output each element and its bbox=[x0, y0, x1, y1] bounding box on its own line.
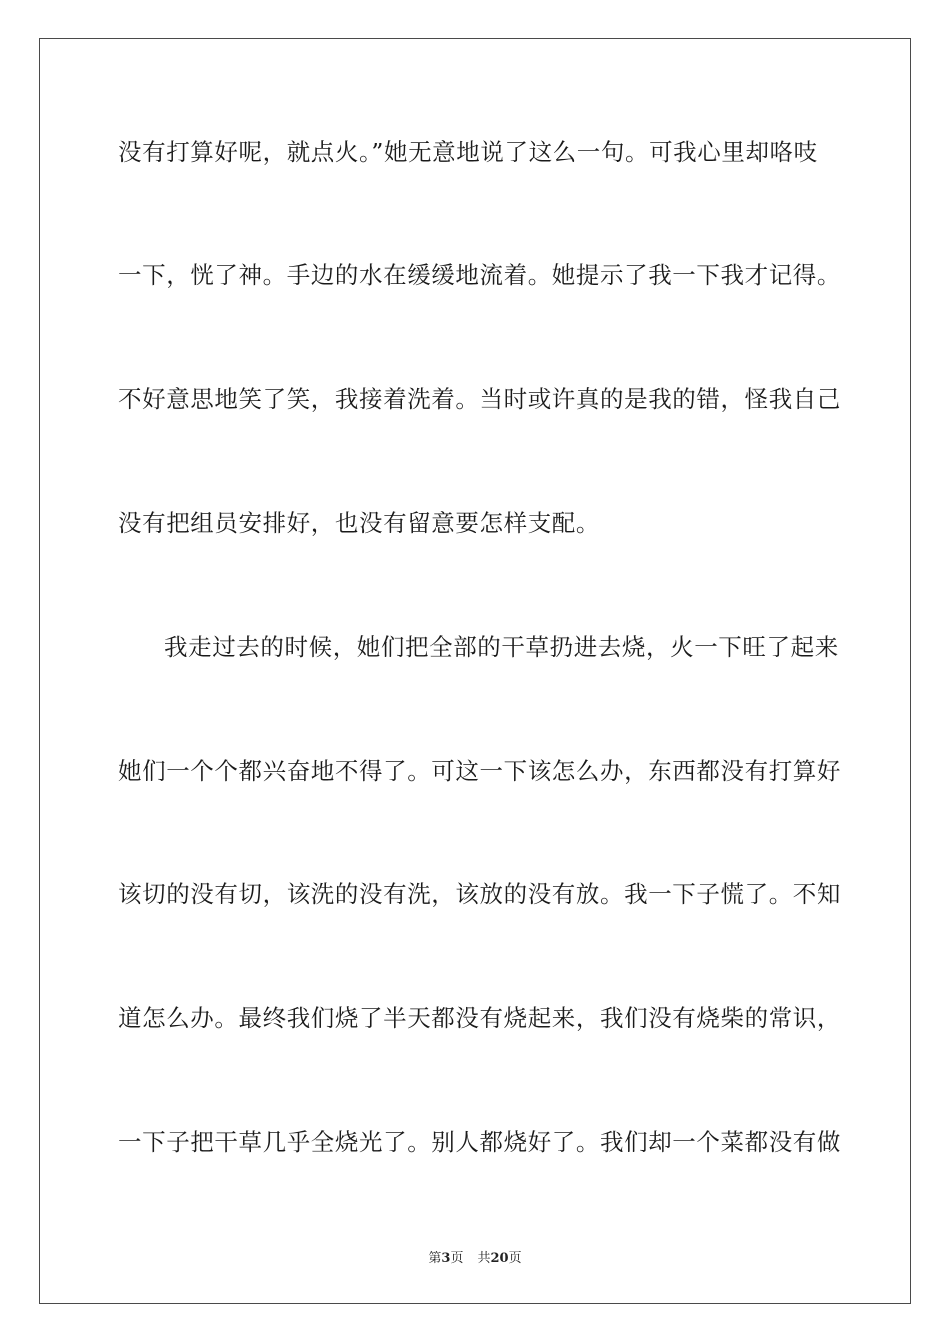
body-line-7: 该切的没有切，该洗的没有洗，该放的没有放。我一下子慌了。不知 bbox=[118, 880, 841, 908]
total-label-suffix: 页 bbox=[508, 1251, 522, 1266]
page-label-suffix: 页 bbox=[450, 1251, 464, 1266]
page-label-prefix: 第 bbox=[428, 1251, 442, 1266]
total-label-prefix: 共 bbox=[477, 1251, 491, 1266]
body-line-5-paragraph-start: 我走过去的时候，她们把全部的干草扔进去烧，火一下旺了起来 bbox=[164, 633, 839, 661]
page-footer bbox=[0, 1247, 950, 1266]
body-line-8: 道怎么办。最终我们烧了半天都没有烧起来，我们没有烧柴的常识， bbox=[118, 1004, 841, 1032]
body-line-9: 一下子把干草几乎全烧光了。别人都烧好了。我们却一个菜都没有做 bbox=[118, 1128, 841, 1156]
body-line-2: 一下，恍了神。手边的水在缓缓地流着。她提示了我一下我才记得。 bbox=[118, 261, 841, 289]
total-pages: 20 bbox=[490, 1251, 509, 1266]
body-line-3: 不好意思地笑了笑，我接着洗着。当时或许真的是我的错，怪我自己 bbox=[118, 385, 841, 413]
body-line-4: 没有把组员安排好，也没有留意要怎样支配。 bbox=[118, 509, 600, 537]
page-number: 3 bbox=[441, 1251, 451, 1266]
body-line-1: 没有打算好呢，就点火。”她无意地说了这么一句。可我心里却咯吱 bbox=[118, 138, 818, 166]
page-border bbox=[39, 38, 911, 1304]
body-line-6: 她们一个个都兴奋地不得了。可这一下该怎么办，东西都没有打算好 bbox=[118, 757, 841, 785]
